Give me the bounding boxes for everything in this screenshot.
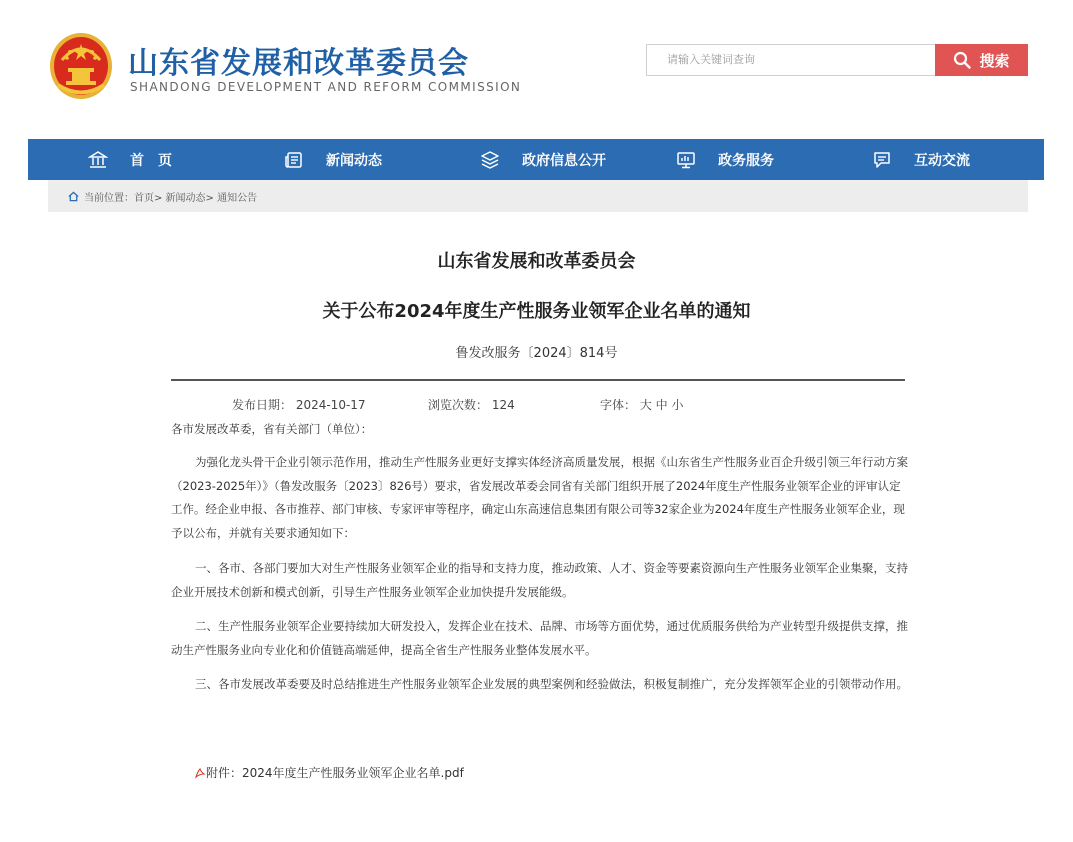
article-org: 山东省发展和改革委员会 [437, 251, 636, 272]
nav-item-label: 新闻动态 [326, 152, 382, 169]
attachment-label: 附件：2024年度生产性服务业领军企业名单.pdf [206, 766, 464, 780]
nav-item-label: 首 页 [130, 152, 172, 169]
breadcrumb-text[interactable]: 当前位置：首页> 新闻动态> 通知公告 [84, 192, 258, 204]
monitor-icon [676, 150, 696, 170]
font-size-selector[interactable]: 字体： 大 中 小 [600, 398, 684, 412]
layers-icon [480, 150, 500, 170]
home-icon [68, 191, 79, 202]
site-title: 山东省发展和改革委员会 [128, 46, 469, 81]
search-placeholder: 请输入关键词查询 [667, 53, 755, 66]
national-emblem-icon [48, 30, 114, 100]
nav-item-services[interactable] [676, 139, 774, 180]
main-nav [28, 139, 1044, 180]
nav-item-label: 政府信息公开 [522, 152, 606, 169]
search-button[interactable] [935, 44, 1028, 76]
search-icon [953, 51, 971, 69]
paragraph-2: 二、生产性服务业领军企业要持续加大研发投入，发挥企业在技术、品牌、市场等方面优势，通过优质服务供给为产业转型升级提供支撑，推动生产性服务业向专业化和价值链高端延伸，提高全省生产性服务业整体发展水平。 [171, 619, 908, 657]
nav-item-gov-info[interactable] [480, 139, 606, 180]
title-divider [171, 379, 905, 381]
nav-item-news[interactable] [284, 139, 382, 180]
search-input[interactable] [646, 44, 936, 76]
chat-icon [872, 150, 892, 170]
salutation: 各市发展改革委，省有关部门（单位）： [171, 422, 373, 436]
nav-item-label: 互动交流 [914, 152, 970, 169]
search-button-label: 搜索 [979, 51, 1010, 70]
nav-item-label: 政务服务 [718, 152, 774, 169]
publish-date: 发布日期： 2024-10-17 [232, 398, 366, 412]
bank-icon [88, 150, 108, 170]
site-header [0, 0, 1073, 138]
pdf-icon [194, 767, 206, 779]
attachment-link[interactable] [194, 764, 464, 781]
view-count: 浏览次数： 124 [428, 398, 515, 412]
breadcrumb [48, 180, 1028, 212]
nav-item-interaction[interactable] [872, 139, 970, 180]
document-number: 鲁发改服务〔2024〕814号 [455, 346, 618, 361]
paragraph-1: 一、各市、各部门要加大对生产性服务业领军企业的指导和支持力度，推动政策、人才、资金等要素资源向生产性服务业领军企业集聚，支持企业开展技术创新和模式创新，引导生产性服务业领军企业加快提升发展能级。 [171, 561, 908, 599]
nav-item-home[interactable] [88, 139, 172, 180]
site-subtitle: SHANDONG DEVELOPMENT AND REFORM COMMISSION [130, 80, 522, 94]
paragraph-3: 三、各市发展改革委要及时总结推进生产性服务业领军企业发展的典型案例和经验做法，积极复制推广，充分发挥领军企业的引领带动作用。 [195, 677, 908, 691]
news-icon [284, 150, 304, 170]
paragraph-intro: 为强化龙头骨干企业引领示范作用，推动生产性服务业更好支撑实体经济高质量发展，根据《山东省生产性服务业百企升级引领三年行动方案（2023-2025年）》（鲁发改服务〔2023〕826号）要求，省发展改革委会同省有关部门组织开展了2024年度生产性服务业领军企业的评审认定工作。经企业申报、各市推荐、部门审核、专家评审等程序，确定山东高速信息集团有限公司等32家企业为2024年度生产性服务业领军企业，现予以公布，并就有关要求通知如下： [171, 455, 908, 540]
article-title: 关于公布2024年度生产性服务业领军企业名单的通知 [322, 301, 751, 322]
